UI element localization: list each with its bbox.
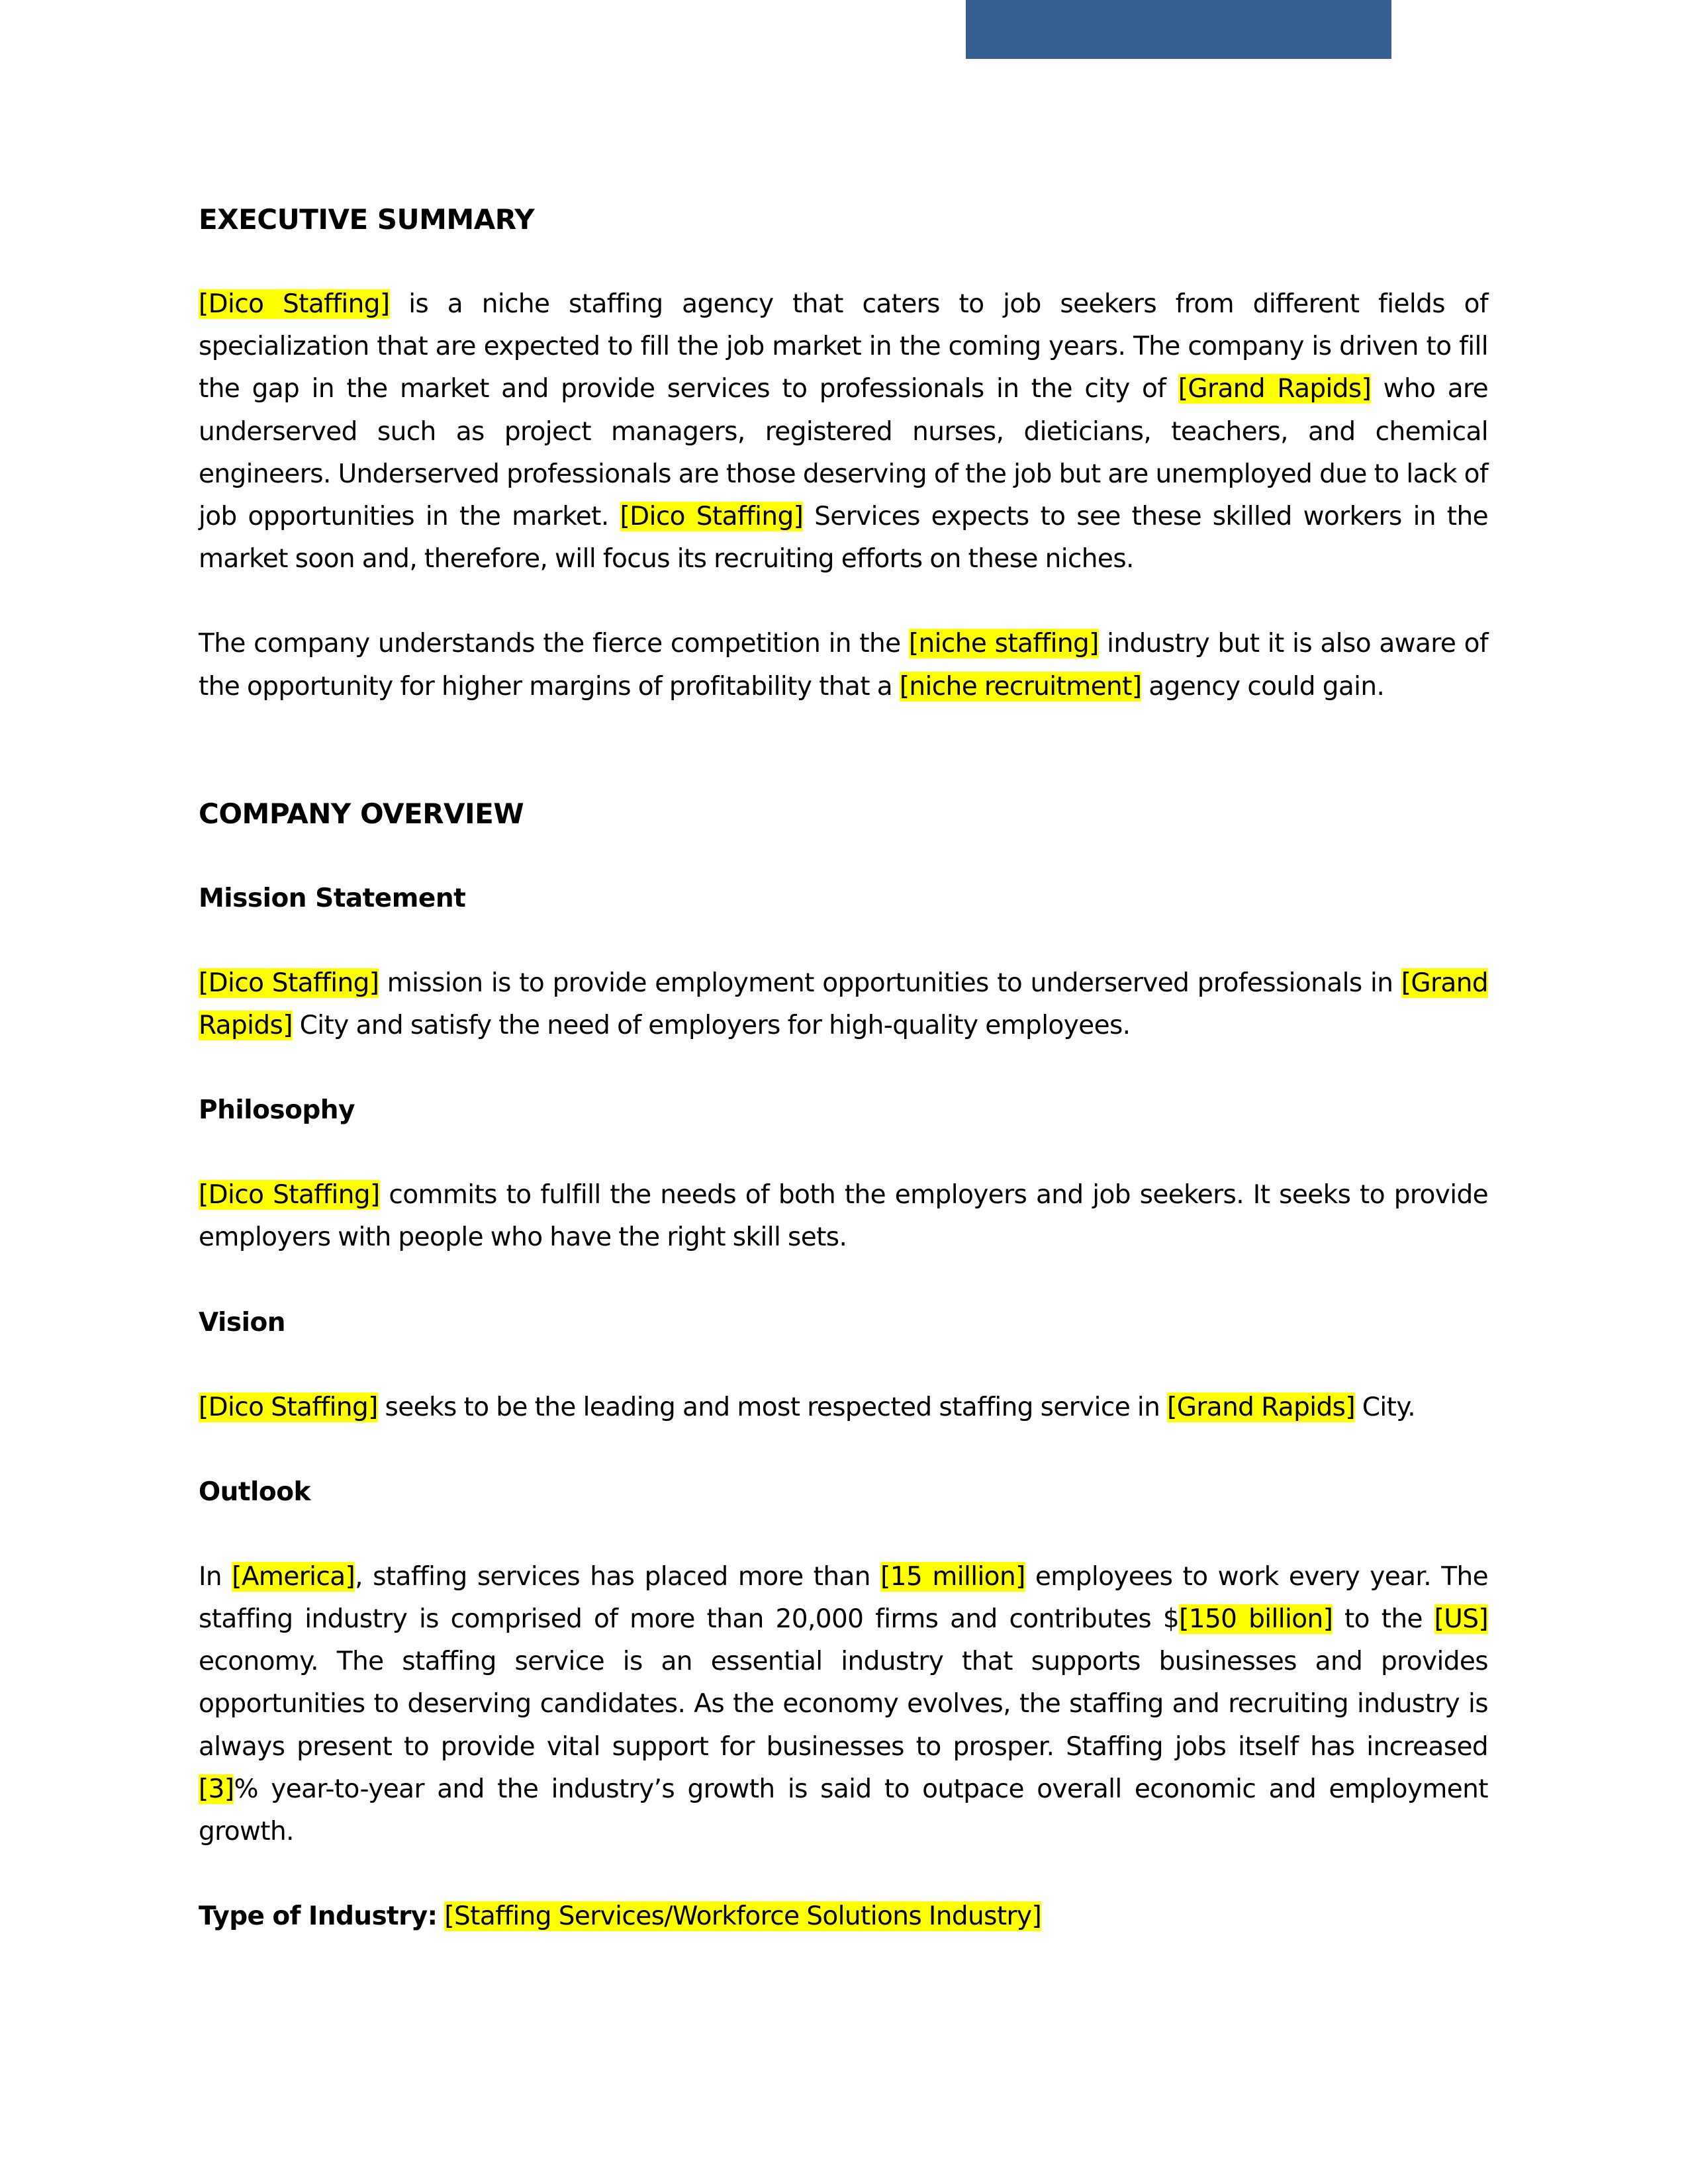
- section-title-company-overview: COMPANY OVERVIEW: [199, 797, 524, 830]
- placeholder-company: [Dico Staffing]: [199, 1392, 378, 1422]
- placeholder-contribution: [150 billion]: [1179, 1604, 1333, 1635]
- subhead-vision: Vision: [199, 1307, 286, 1338]
- executive-summary-paragraph-1: [Dico Staffing] is a niche staffing agency that caters to job seekers from different fields of specialization that are expected to fill the job market in the coming years. The company is driven to fill the gap in the market and provide services to professionals in the city of [Grand Rapids] who are underserved such as project managers, registered nurses, dieticians, teachers, and chemical engineers. Underserved professionals are those deserving of the job but are unemployed due to lack of job opportunities in the market. [Dico Staffing] Services expects to see these skilled workers in the market soon and, therefore, will focus its recruiting efforts on these niches.: [199, 289, 1489, 574]
- placeholder-company: [Dico Staffing]: [199, 968, 379, 998]
- section-title-executive-summary: EXECUTIVE SUMMARY: [199, 203, 535, 236]
- outlook-paragraph: In [America], staffing services has placed more than [15 million] employees to work every year. The staffing industry is comprised of more than 20,000 firms and contributes $[150 billion] to the [US] economy. The staffing service is an essential industry that supports businesses and provides opportunities to deserving candidates. As the economy evolves, the staffing and recruiting industry is always present to provide vital support for businesses to prosper. Staffing jobs itself has increased [3]% year-to-year and the industry’s growth is said to outpace overall economic and employment growth.: [199, 1561, 1488, 1847]
- placeholder-industry-type: [Staffing Services/Workforce Solutions Industry]: [444, 1901, 1042, 1932]
- placeholder-city: [Grand Rapids]: [1167, 1392, 1355, 1422]
- header-accent-bar: [966, 0, 1391, 59]
- placeholder-city: [Grand Rapids]: [1178, 374, 1372, 404]
- subhead-philosophy: Philosophy: [199, 1095, 355, 1126]
- placeholder-company: [Dico Staffing]: [199, 1180, 380, 1210]
- philosophy-paragraph: [Dico Staffing] commits to fulfill the needs of both the employers and job seekers. It seeks to provide employers with people who have the right skill sets.: [199, 1180, 1488, 1253]
- vision-paragraph: [Dico Staffing] seeks to be the leading and most respected staffing service in [Grand Rapids] City.: [199, 1392, 1416, 1422]
- placeholder-company: [Dico Staffing]: [620, 502, 804, 532]
- executive-summary-paragraph-2: The company understands the fierce competition in the [niche staffing] industry but it is also aware of the opportunity for higher margins of profitability that a [niche recruitment] agency could gain.: [199, 629, 1488, 702]
- mission-paragraph: [Dico Staffing] mission is to provide employment opportunities to underserved professionals in [Grand Rapids] City and satisfy the need of employers for high-quality employees.: [199, 968, 1488, 1041]
- document-body: [199, 199, 1488, 1938]
- placeholder-agency: [niche recruitment]: [899, 671, 1142, 702]
- placeholder-city: [Grand Rapids]: [199, 968, 1488, 1041]
- placeholder-company: [Dico Staffing]: [199, 289, 390, 319]
- placeholder-economy: [US]: [1434, 1604, 1488, 1635]
- subhead-mission-statement: Mission Statement: [199, 883, 466, 913]
- placeholder-growth-rate: [3]: [199, 1774, 234, 1804]
- industry-type-line: [199, 1895, 1488, 1938]
- placeholder-industry: [niche staffing]: [908, 629, 1099, 659]
- placeholder-country: [America]: [232, 1561, 355, 1592]
- placeholder-employees-placed: [15 million]: [880, 1561, 1025, 1592]
- subhead-outlook: Outlook: [199, 1477, 310, 1507]
- industry-type-label: Type of Industry:: [199, 1901, 438, 1932]
